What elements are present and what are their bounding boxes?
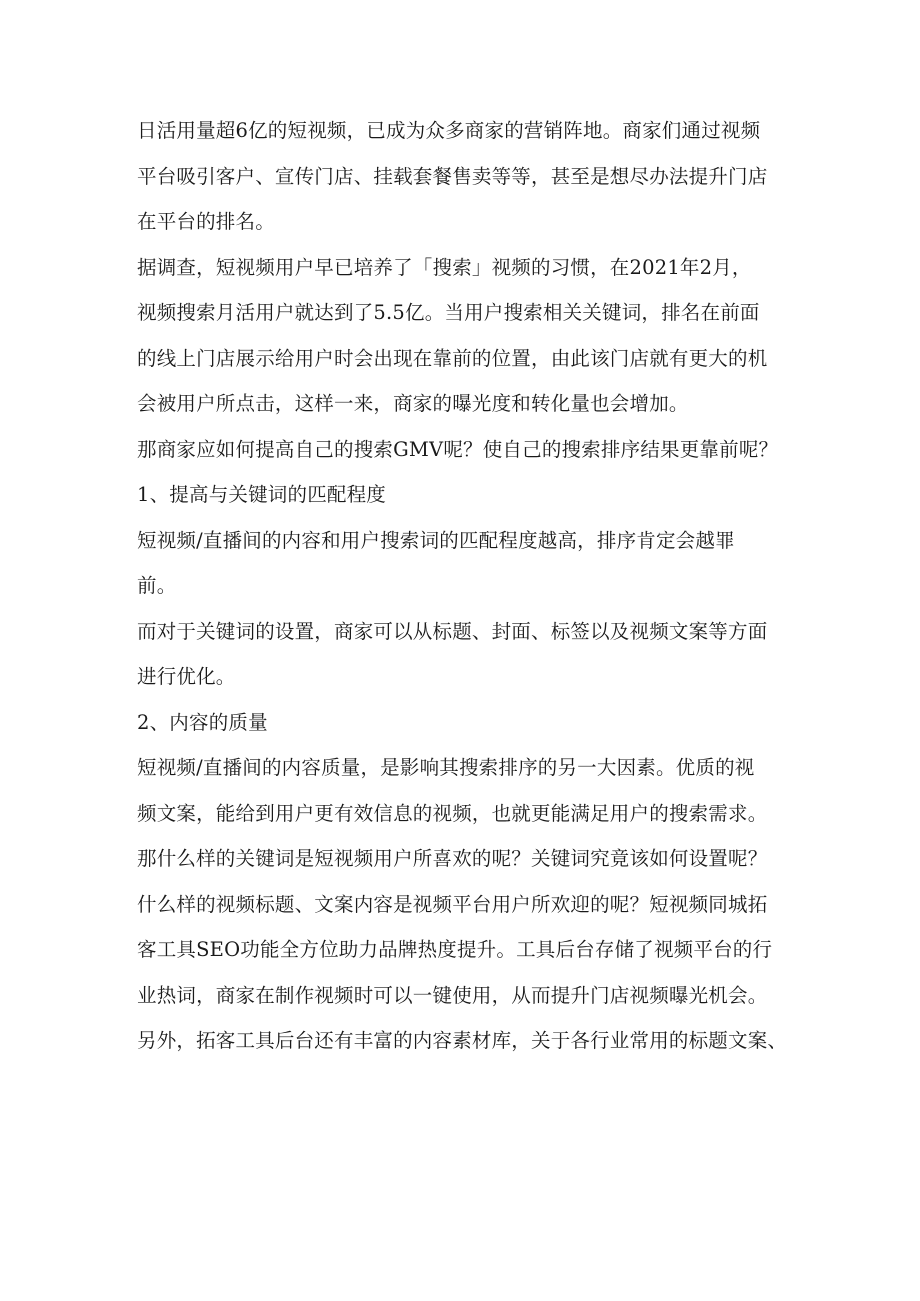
text-line-1: 日活用量超6亿的短视频，已成为众多商家的营销阵地。商家们通过视频	[137, 119, 761, 142]
text-line-6: 的线上门店展示给用户时会出现在靠前的位置，由此该门店就有更大的机	[137, 346, 768, 370]
text-line-18: 什么样的视频标题、文案内容是视频平台用户所欢迎的呢？短视频同城拓	[137, 892, 768, 916]
text-line-15: 短视频/直播间的内容质量，是影响其搜索排序的另一大因素。优质的视	[137, 756, 755, 779]
section-heading-2: 2、内容的质量	[137, 710, 268, 734]
text-line-3: 在平台的排名。	[137, 210, 275, 233]
text-line-4: 据调查，短视频用户早已培养了「搜索」视频的习惯，在2021年2月，	[137, 255, 752, 279]
text-line-21: 另外，拓客工具后台还有丰富的内容素材库，关于各行业常用的标题文案、	[137, 1029, 788, 1052]
text-line-16: 频文案，能给到用户更有效信息的视频，也就更能满足用户的搜索需求。	[137, 801, 768, 825]
text-line-7: 会被用户所点击，这样一来，商家的曝光度和转化量也会增加。	[137, 392, 689, 415]
text-line-5: 视频搜索月活用户就达到了5.5亿。当用户搜索相关关键词，排名在前面	[137, 301, 760, 324]
text-line-2: 平台吸引客户、宣传门店、挂载套餐售卖等等，甚至是想尽办法提升门店	[137, 164, 768, 188]
text-line-20: 业热词，商家在制作视频时可以一键使用，从而提升门店视频曝光机会。	[137, 983, 768, 1007]
text-line-8: 那商家应如何提高自己的搜索GMV呢？使自己的搜索排序结果更靠前呢？	[137, 437, 779, 461]
document-body	[137, 108, 807, 1064]
text-line-19: 客工具SEO功能全方位助力品牌热度提升。工具后台存储了视频平台的行	[137, 938, 773, 961]
text-line-11: 前。	[137, 574, 177, 597]
text-line-10: 短视频/直播间的内容和用户搜索词的匹配程度越高，排序肯定会越罪	[137, 528, 735, 552]
text-line-12: 而对于关键词的设置，商家可以从标题、封面、标签以及视频文案等方面	[137, 619, 768, 643]
text-line-17: 那什么样的关键词是短视频用户所喜欢的呢？关键词究竟该如何设置呢？	[137, 847, 768, 870]
text-line-13: 进行优化。	[137, 665, 236, 688]
section-heading-1: 1、提高与关键词的匹配程度	[137, 483, 387, 506]
